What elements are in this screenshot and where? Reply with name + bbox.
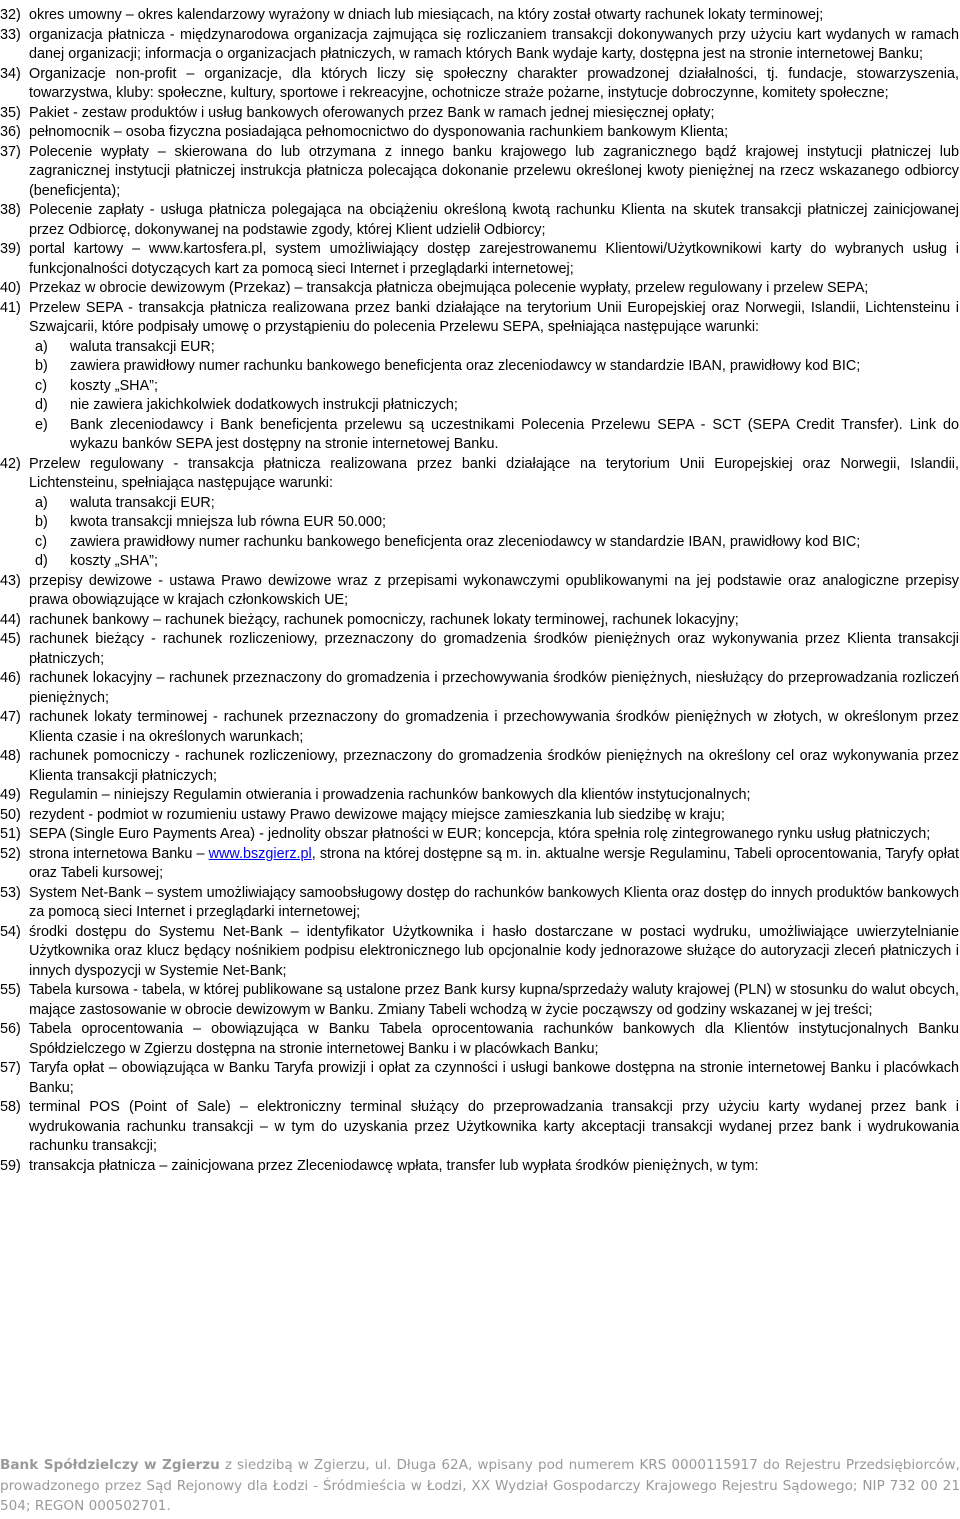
item-number: 37): [0, 143, 21, 160]
footer-bank-name: Bank Spółdzielczy w Zgierzu: [0, 1457, 220, 1473]
item-number: 51): [0, 826, 21, 842]
item-text-main: terminal POS (Point of Sale) – elektroniczny terminal służący do przeprowadzania transakcji przy użyciu karty wydanej przez bank i wydrukowania rachunku transakcji – w tym do uzyskania przez Użytkownika karty akceptacji transakcji wydanej przez bank i wydrukowania rachunku transakcji;: [29, 1099, 959, 1154]
sub-item-letter: d): [35, 397, 48, 413]
item-number: 59): [0, 1157, 21, 1174]
item-number: 53): [0, 884, 21, 901]
item-number: 33): [0, 26, 21, 43]
sub-item-text: waluta transakcji EUR;: [70, 494, 215, 511]
definition-item: [0, 806, 960, 826]
item-text: [29, 26, 960, 65]
item-text: [29, 747, 960, 786]
item-text: [29, 1157, 960, 1177]
definition-item: [0, 123, 960, 143]
item-text-part: , strona na której dostępne są m. in. aktualne wersje Regulaminu, Tabeli oprocentowania, Taryfy opłat oraz Tabeli kursowej;: [29, 845, 959, 881]
item-text-main: okres umowny – okres kalendarzowy wyrażony w dniach lub miesiącach, na który został otwarty rachunek lokaty terminowej;: [29, 7, 824, 23]
item-number: 52): [0, 845, 21, 862]
definition-item: [0, 786, 960, 806]
item-text: [29, 669, 960, 708]
definition-item: [0, 26, 960, 65]
definition-item: [0, 825, 960, 845]
sub-item-text: nie zawiera jakichkolwiek dodatkowych instrukcji płatniczych;: [70, 397, 458, 413]
sub-item: [29, 416, 959, 455]
item-number: 40): [0, 280, 21, 296]
bank-website-link[interactable]: www.bszgierz.pl: [208, 845, 312, 862]
item-number: 43): [0, 572, 21, 589]
sub-item-letter: a): [35, 494, 48, 511]
sub-item-letter: e): [35, 416, 48, 433]
item-text-main: System Net-Bank – system umożliwiający samoobsługowy dostęp do rachunków bankowych Klienta oraz dostęp do innych produktów bankowych za pomocą sieci Internet i przeglądarki internetowej;: [29, 884, 959, 920]
sub-item-letter: a): [35, 338, 48, 355]
item-text-part: strona internetowa Banku –: [29, 845, 209, 862]
definition-item: [0, 708, 960, 747]
item-text: [29, 630, 960, 669]
definition-item: [0, 240, 960, 279]
item-number: 57): [0, 1060, 21, 1076]
item-text: [29, 143, 960, 202]
item-text-main: rachunek bankowy – rachunek bieżący, rachunek pomocniczy, rachunek lokaty terminowej, rachunek lokacyjny;: [29, 611, 739, 628]
item-text-main: Organizacje non-profit – organizacje, dla których liczy się społeczny charakter prowadzonej działalności, tj. fundacje, stowarzyszenia, towarzystwa, kluby: społeczne, kultury, sportowe i rekreacyjne, ochotnicze straże pożarne, instytucje dobroczynne, komitety społeczne;: [29, 65, 959, 101]
item-text: [29, 65, 960, 104]
item-number: 38): [0, 202, 21, 218]
sub-item-letter: c): [35, 377, 47, 394]
item-text-main: rachunek bieżący - rachunek rozliczeniowy, przeznaczony do gromadzenia środków pieniężnych oraz wykonywania przez Klienta transakcji płatniczych;: [29, 631, 959, 667]
sub-item-letter: b): [35, 514, 48, 530]
definition-item: [0, 1059, 960, 1098]
definition-item: [0, 279, 960, 299]
item-number: 39): [0, 241, 21, 257]
item-text: [29, 6, 960, 26]
sub-item-text: kwota transakcji mniejsza lub równa EUR 50.000;: [70, 514, 386, 530]
sub-item: [29, 338, 959, 358]
sub-item: [29, 357, 959, 377]
item-text-main: rachunek pomocniczy - rachunek rozliczeniowy, przeznaczony do gromadzenia środków pieniężnych na określony cel oraz wykonywania przez Klienta transakcji płatniczych;: [29, 748, 959, 784]
sub-item: [29, 533, 959, 553]
sub-item: [29, 552, 959, 572]
sub-item-text: koszty „SHA”;: [70, 553, 158, 569]
sub-item-letter: b): [35, 358, 48, 374]
item-number: 34): [0, 65, 21, 82]
definition-item: [0, 572, 960, 611]
item-number: 49): [0, 787, 21, 803]
item-number: 47): [0, 709, 21, 725]
definition-item: [0, 981, 960, 1020]
definition-item: [0, 1098, 960, 1157]
sub-item-text: zawiera prawidłowy numer rachunku bankowego beneficjenta oraz zleceniodawcy w standardzie IBAN, prawidłowy kod BIC;: [70, 533, 861, 550]
definition-item: [0, 1157, 960, 1177]
item-text: [29, 825, 960, 845]
item-number: 46): [0, 670, 21, 686]
sub-item: [29, 513, 959, 533]
item-text-main: Pakiet - zestaw produktów i usług bankowych oferowanych przez Bank w ramach jednej miesięcznej opłaty;: [29, 104, 715, 121]
item-text-main: portal kartowy – www.kartosfera.pl, system umożliwiający dostęp zarejestrowanemu Klientowi/Użytkownikowi karty do wybranych usług i funkcjonalności dotyczących kart za pomocą sieci Internet i przeglądarki internetowej;: [29, 241, 959, 277]
sub-item: [29, 377, 959, 397]
item-text: [29, 240, 960, 279]
definition-item: [0, 6, 960, 26]
item-text-main: rezydent - podmiot w rozumieniu ustawy Prawo dewizowe mający miejsce zamieszkania lub siedzibę w kraju;: [29, 806, 725, 823]
item-text: [29, 611, 960, 631]
item-text: [29, 572, 960, 611]
page-footer: [0, 1455, 960, 1517]
sub-item-text: zawiera prawidłowy numer rachunku bankowego beneficjenta oraz zleceniodawcy w standardzie IBAN, prawidłowy kod BIC;: [70, 358, 861, 374]
item-text: [29, 299, 960, 455]
item-number: 44): [0, 611, 21, 628]
item-text: [29, 201, 960, 240]
item-text-main: Tabela kursowa - tabela, w której publikowane są ustalone przez Bank kursy kupna/sprzedaży waluty krajowej (PLN) w stosunku do walut obcych, mające zastosowanie w obrocie dewizowym w Banku. Zmiany Tabeli wchodzą w życie począwszy od godziny wskazanej w jej treści;: [29, 982, 959, 1018]
document-body: [0, 6, 960, 1176]
item-text: [29, 923, 960, 982]
item-number: 58): [0, 1099, 21, 1115]
item-text-main: Przelew regulowany - transakcja płatnicza realizowana przez banki działające na terytorium Unii Europejskiej oraz Norwegii, Islandii, Lichtensteinu, spełniająca następujące warunki:: [29, 455, 959, 491]
footer-text: z siedzibą w Zgierzu, ul. Długa 62A, wpisany pod numerem KRS 0000115917 do Rejestru Przedsiębiorców, prowadzonego przez Sąd Rejonowy dla Łodzi - Śródmieścia w Łodzi, XX Wydział Gospodarczy Krajowego Rejestru Sądowego; NIP 732 00 21 504; REGON 000502701.: [0, 1457, 960, 1514]
definition-item: [0, 611, 960, 631]
item-number: 48): [0, 748, 21, 764]
item-number: 55): [0, 982, 21, 998]
item-text-main: Przekaz w obrocie dewizowym (Przekaz) – transakcja płatnicza obejmująca polecenie wypłaty, przelew regulowany i przelew SEPA;: [29, 280, 869, 296]
item-number: 45): [0, 631, 21, 647]
item-text-main: przepisy dewizowe - ustawa Prawo dewizowe wraz z przepisami wykonawczymi opublikowanymi na jej podstawie oraz analogiczne przepisy prawa obowiązujące w krajach członkowskich UE;: [29, 572, 959, 608]
sub-item: [29, 396, 959, 416]
item-number: 35): [0, 104, 21, 121]
definition-item: [0, 299, 960, 455]
item-text-main: SEPA (Single Euro Payments Area) - jednolity obszar płatności w EUR; koncepcja, która spełnia rolę zintegrowanego rynku usług płatniczych;: [29, 826, 931, 842]
item-text-main: rachunek lokacyjny – rachunek przeznaczony do gromadzenia i przechowywania środków pieniężnych, niesłużący do przeprowadzania rozliczeń pieniężnych;: [29, 670, 959, 706]
item-text: [29, 123, 960, 143]
item-text: [29, 786, 960, 806]
item-text: [29, 884, 960, 923]
definition-item: [0, 104, 960, 124]
sub-item-text: waluta transakcji EUR;: [70, 338, 215, 355]
definition-item: [0, 630, 960, 669]
definition-item: [0, 65, 960, 104]
definition-item: [0, 747, 960, 786]
definition-item: [0, 201, 960, 240]
item-text-main: rachunek lokaty terminowej - rachunek przeznaczony do gromadzenia i przechowywania środków pieniężnych w złotych, w określonym przez Klienta czasie i na określonych warunkach;: [29, 709, 959, 745]
item-text-main: transakcja płatnicza – zainicjowana przez Zleceniodawcę wpłata, transfer lub wypłata środków pieniężnych, w tym:: [29, 1157, 759, 1174]
item-text: [29, 981, 960, 1020]
item-text: [29, 1059, 960, 1098]
definition-item: [0, 669, 960, 708]
definition-item: [0, 1020, 960, 1059]
definition-item: [0, 455, 960, 572]
sub-item-letter: c): [35, 533, 47, 550]
definition-item: [0, 143, 960, 202]
item-text: [29, 1020, 960, 1059]
definition-item: [0, 923, 960, 982]
item-text: [29, 845, 960, 884]
sub-item-letter: d): [35, 553, 48, 569]
item-number: 50): [0, 806, 21, 823]
item-number: 56): [0, 1021, 21, 1037]
item-text-main: organizacja płatnicza - międzynarodowa organizacja zajmująca się rozliczaniem transakcji dokonywanych przy użyciu kart wydanych w ramach danej organizacji; informacja o organizacjach płatniczych, w ramach których Bank wydaje karty, dostępna jest na stronie internetowej Banku;: [29, 26, 959, 62]
item-text-main: Przelew SEPA - transakcja płatnicza realizowana przez banki działające na terytorium Unii Europejskiej oraz Norwegii, Islandii, Lichtensteinu i Szwajcarii, które podpisały umowę o przystąpieniu do polecenia Przelewu SEPA, spełniająca następujące warunki:: [29, 299, 959, 335]
item-text: [29, 708, 960, 747]
item-number: 54): [0, 923, 21, 940]
item-text-main: Polecenie zapłaty - usługa płatnicza polegająca na obciążeniu określoną kwotą rachunku Klienta na skutek transakcji płatniczej zainicjowanej przez Odbiorcę, dokonywanej na podstawie zgody, której Klient udzielił Odbiorcy;: [29, 202, 959, 238]
item-text-main: Taryfa opłat – obowiązująca w Banku Taryfa prowizji i opłat za czynności i usługi bankowe dostępna na stronie internetowej Banku i placówkach Banku;: [29, 1060, 959, 1096]
item-text-main: Tabela oprocentowania – obowiązująca w Banku Tabela oprocentowania rachunków bankowych dla Klientów instytucjonalnych Banku Spółdzielczego w Zgierzu dostępna na stronie internetowej Banku i w placówkach Banku;: [29, 1021, 959, 1057]
item-number: 32): [0, 7, 21, 23]
sub-item-text: Bank zleceniodawcy i Bank beneficjenta przelewu są uczestnikami Polecenia Przelewu SEPA - SCT (SEPA Credit Transfer). Link do wykazu banków SEPA jest dostępny na stronie internetowej Banku.: [70, 416, 959, 452]
item-number: 36): [0, 124, 21, 140]
item-text-main: pełnomocnik – osoba fizyczna posiadająca pełnomocnictwo do dysponowania rachunkiem bankowym Klienta;: [29, 124, 729, 140]
item-number: 41): [0, 299, 21, 316]
item-text: [29, 104, 960, 124]
item-text: [29, 279, 960, 299]
sub-item: [29, 494, 959, 514]
definition-item: [0, 884, 960, 923]
definition-item: [0, 845, 960, 884]
item-text-main: Regulamin – niniejszy Regulamin otwierania i prowadzenia rachunków bankowych dla klientów instytucjonalnych;: [29, 787, 751, 803]
item-text-main: środki dostępu do Systemu Net-Bank – identyfikator Użytkownika i hasło dostarczane w postaci wydruku, umożliwiające uwierzytelnianie Użytkownika oraz klucz będący nośnikiem podpisu elektronicznego lub opcjonalnie kody jednorazowe służące do autoryzacji zleceń płatniczych i innych dyspozycji w Systemie Net-Bank;: [29, 923, 959, 979]
sub-item-text: koszty „SHA”;: [70, 377, 158, 394]
item-text-main: Polecenie wypłaty – skierowana do lub otrzymana z innego banku krajowego lub zagranicznego bądź krajowej instytucji płatniczej lub zagranicznej instytucji płatniczej instrukcja płatnicza polecająca dokonanie przelewu określonej kwoty pieniężnej na rzecz wskazanego odbiorcy (beneficjenta);: [29, 143, 959, 199]
item-text: [29, 455, 960, 572]
item-text: [29, 1098, 960, 1157]
item-number: 42): [0, 455, 21, 472]
item-text: [29, 806, 960, 826]
